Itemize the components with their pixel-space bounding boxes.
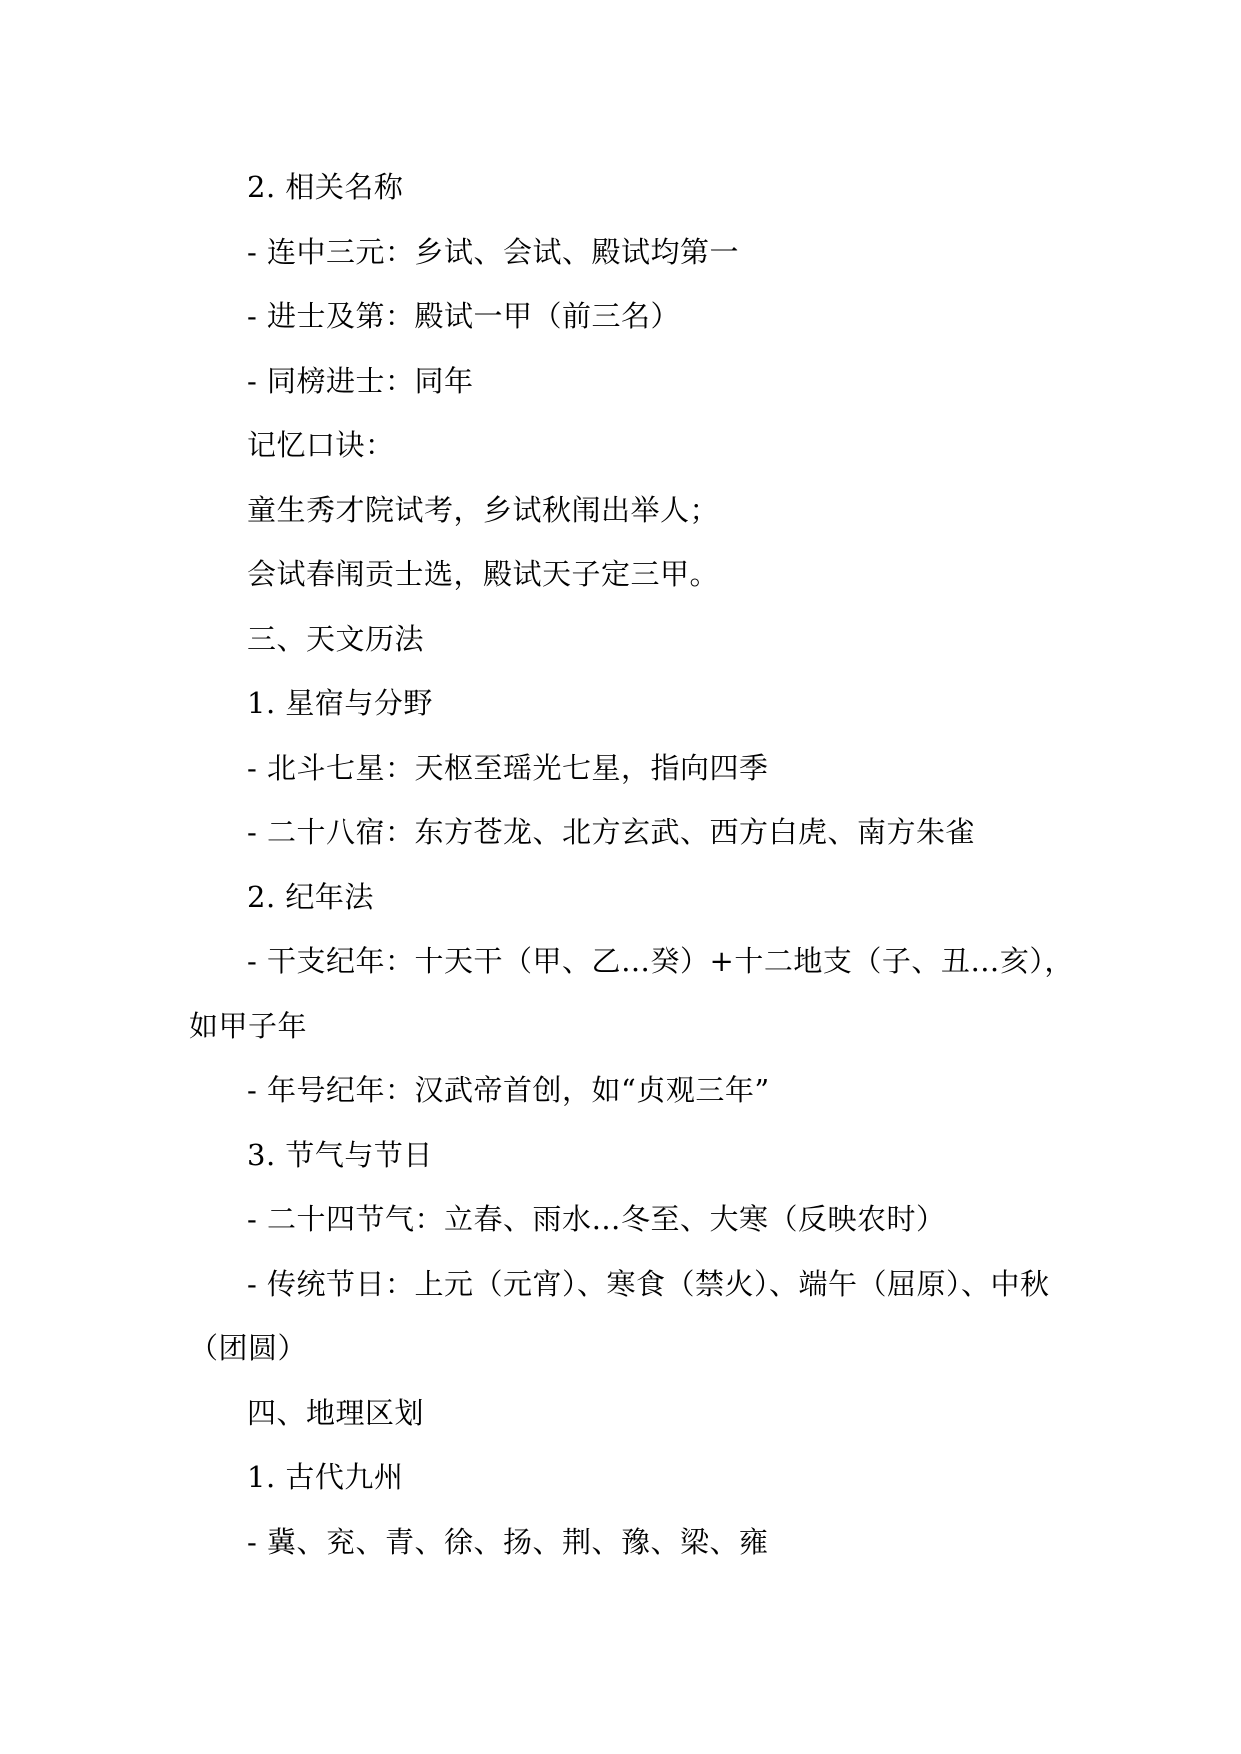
list-item: - 北斗七星：天枢至瑶光七星，指向四季 bbox=[247, 750, 769, 785]
list-item-continuation: 如甲子年 bbox=[189, 1008, 308, 1043]
document-body bbox=[189, 155, 1074, 1574]
subheading-stars: 1. 星宿与分野 bbox=[247, 686, 433, 720]
list-item: - 二十四节气：立春、雨水…冬至、大寒（反映农时） bbox=[247, 1202, 946, 1236]
list-item: - 冀、兖、青、徐、扬、荆、豫、梁、雍 bbox=[247, 1524, 769, 1559]
list-item: - 连中三元：乡试、会试、殿试均第一 bbox=[247, 234, 740, 269]
subheading-nine-provinces: 1. 古代九州 bbox=[247, 1460, 404, 1494]
list-item: - 传统节日：上元（元宵）、寒食（禁火）、端午（屈原）、中秋 bbox=[247, 1266, 1050, 1301]
section-heading-astronomy: 三、天文历法 bbox=[247, 621, 425, 656]
subheading-related-names: 2. 相关名称 bbox=[247, 170, 404, 204]
list-item: - 干支纪年：十天干（甲、乙…癸）+十二地支（子、丑…亥）， bbox=[247, 944, 1074, 978]
list-item-continuation: （团圆） bbox=[189, 1331, 308, 1365]
list-item: - 年号纪年：汉武帝首创，如“贞观三年” bbox=[247, 1073, 770, 1107]
list-item: - 二十八宿：东方苍龙、北方玄武、西方白虎、南方朱雀 bbox=[247, 815, 976, 849]
section-heading-geography: 四、地理区划 bbox=[247, 1395, 425, 1430]
list-item: - 同榜进士：同年 bbox=[247, 363, 474, 398]
subheading-solar-terms: 3. 节气与节日 bbox=[247, 1137, 433, 1172]
mnemonic-line: 童生秀才院试考，乡试秋闱出举人； bbox=[247, 492, 720, 527]
subheading-year-system: 2. 纪年法 bbox=[247, 879, 374, 914]
mnemonic-line: 会试春闱贡士选，殿试天子定三甲。 bbox=[247, 557, 720, 591]
list-item: - 进士及第：殿试一甲（前三名） bbox=[247, 299, 681, 333]
mnemonic-label: 记忆口诀： bbox=[247, 428, 395, 462]
